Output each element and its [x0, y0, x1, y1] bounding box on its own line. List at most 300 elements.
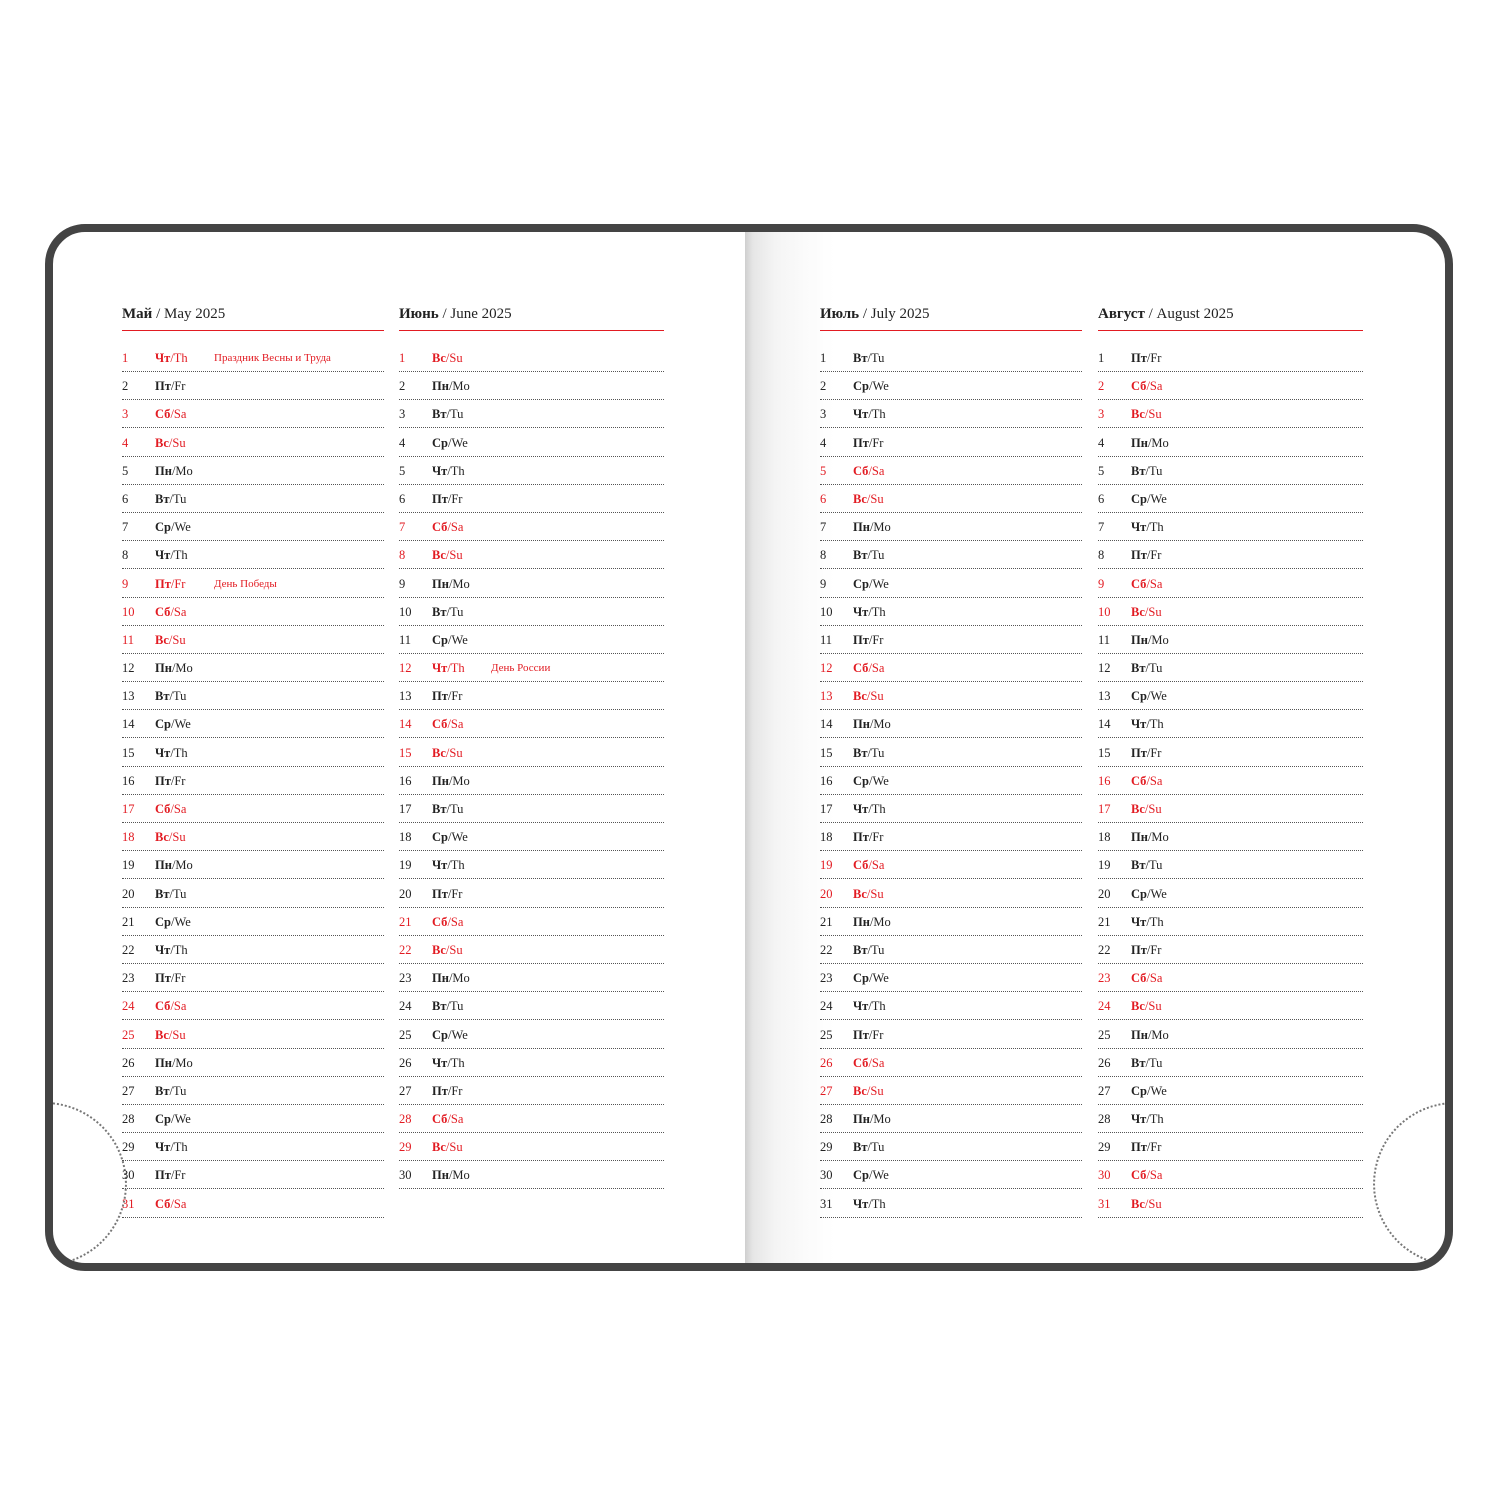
weekday-ru: Вт — [155, 689, 170, 704]
weekday-ru: Сб — [155, 1196, 171, 1211]
day-row — [122, 937, 384, 964]
weekday-en: /Th — [868, 604, 886, 619]
weekday-ru: Вс — [155, 830, 169, 845]
weekday-en: /We — [447, 830, 468, 845]
day-number: 9 — [820, 576, 827, 591]
weekday-ru: Пт — [155, 1168, 171, 1183]
weekday-ru: Вт — [155, 491, 170, 506]
day-row — [122, 852, 384, 879]
weekday — [432, 796, 463, 822]
day-row — [1098, 1050, 1363, 1077]
weekday-ru: Чт — [155, 745, 171, 760]
day-number: 20 — [820, 886, 833, 901]
weekday-ru: Пт — [853, 632, 869, 647]
day-row — [820, 627, 1082, 654]
weekday-ru: Сб — [1131, 1168, 1147, 1183]
weekday — [432, 881, 462, 907]
day-number: 18 — [820, 830, 833, 845]
day-row — [1098, 1078, 1363, 1105]
day-row — [1098, 993, 1363, 1020]
day-row — [122, 1106, 384, 1133]
weekday-ru: Пн — [853, 1112, 870, 1127]
day-row — [820, 599, 1082, 626]
weekday-ru: Пт — [432, 689, 448, 704]
day-row — [122, 514, 384, 541]
weekday-ru: Сб — [432, 717, 448, 732]
day-number: 1 — [1098, 351, 1105, 365]
weekday — [853, 1134, 884, 1160]
day-row — [1098, 627, 1363, 654]
weekday-ru: Чт — [1131, 520, 1147, 535]
day-row — [1098, 486, 1363, 513]
weekday-en: /Mo — [171, 661, 193, 676]
day-number: 14 — [122, 717, 135, 732]
day-number: 2 — [122, 379, 129, 394]
weekday-ru: Чт — [432, 661, 448, 676]
month-name-ru: Май — [122, 306, 153, 322]
day-number: 31 — [122, 1196, 135, 1211]
day-number: 1 — [399, 351, 406, 365]
weekday-ru: Ср — [432, 830, 448, 845]
weekday-ru: Вс — [155, 1027, 169, 1042]
day-number: 27 — [122, 1083, 135, 1098]
day-number: 15 — [399, 745, 412, 760]
weekday-en: /Sa — [1146, 1168, 1163, 1183]
day-row — [1098, 740, 1363, 767]
day-number: 10 — [1098, 604, 1111, 619]
day-number: 7 — [399, 520, 406, 535]
weekday — [1131, 373, 1162, 399]
weekday — [853, 909, 891, 935]
weekday-en: /We — [447, 632, 468, 647]
day-row — [1098, 824, 1363, 851]
weekday-ru: Вс — [432, 548, 446, 563]
weekday-en: /Th — [1146, 1112, 1164, 1127]
weekday-ru: Ср — [432, 1027, 448, 1042]
day-number: 23 — [1098, 971, 1111, 986]
day-number: 28 — [122, 1112, 135, 1127]
weekday — [853, 740, 884, 766]
day-number: 16 — [399, 773, 412, 788]
day-number: 5 — [122, 463, 129, 478]
weekday-en: /Fr — [868, 435, 884, 450]
weekday — [853, 768, 889, 794]
weekday — [853, 627, 883, 653]
day-number: 7 — [1098, 520, 1105, 535]
weekday-en: /Tu — [867, 1140, 885, 1155]
weekday — [432, 740, 463, 766]
weekday-en: /Th — [447, 858, 465, 873]
weekday — [432, 993, 463, 1019]
weekday — [1131, 486, 1167, 512]
weekday-en: /We — [1146, 1083, 1167, 1098]
day-row — [122, 1162, 384, 1189]
weekday-ru: Ср — [853, 576, 869, 591]
weekday-en: /Th — [868, 802, 886, 816]
weekday-ru: Пт — [432, 886, 448, 901]
weekday-ru: Пн — [432, 1168, 449, 1183]
weekday-ru: Сб — [1131, 576, 1147, 591]
weekday — [432, 373, 470, 399]
weekday-ru: Вт — [1131, 1055, 1146, 1070]
day-number: 24 — [399, 999, 412, 1014]
day-number: 5 — [820, 463, 827, 478]
weekday-ru: Чт — [432, 1055, 448, 1070]
day-row — [399, 909, 664, 936]
day-number: 28 — [1098, 1112, 1111, 1127]
weekday-ru: Вс — [155, 632, 169, 647]
weekday-en: /Su — [168, 830, 186, 845]
day-row — [1098, 599, 1363, 626]
weekday-ru: Пн — [1131, 1027, 1148, 1042]
weekday-ru: Вт — [853, 1140, 868, 1155]
weekday-en: /Su — [1144, 604, 1162, 619]
weekday-ru: Чт — [1131, 1112, 1147, 1127]
day-number: 28 — [820, 1112, 833, 1127]
day-row — [399, 711, 664, 738]
day-number: 19 — [399, 858, 412, 873]
weekday — [432, 401, 463, 427]
day-number: 20 — [122, 886, 135, 901]
day-number: 13 — [820, 689, 833, 704]
weekday — [155, 345, 188, 371]
weekday — [1131, 401, 1162, 427]
day-row — [1098, 1162, 1363, 1189]
day-row — [399, 655, 664, 682]
weekday — [155, 881, 186, 907]
day-number: 4 — [1098, 435, 1105, 450]
weekday-en: /Mo — [448, 971, 470, 986]
day-number: 22 — [399, 942, 412, 957]
weekday — [1131, 1106, 1164, 1132]
weekday-ru: Сб — [1131, 379, 1147, 394]
weekday-ru: Сб — [853, 661, 869, 676]
weekday-en: /Su — [445, 548, 463, 563]
weekday-en: /Sa — [1146, 379, 1163, 394]
day-number: 10 — [820, 604, 833, 619]
weekday-en: /Sa — [1146, 773, 1163, 788]
weekday-en: /Fr — [868, 1027, 884, 1042]
weekday — [155, 1162, 185, 1188]
weekday-en: /Tu — [1145, 661, 1163, 676]
day-number: 22 — [1098, 942, 1111, 957]
weekday-ru: Сб — [155, 999, 171, 1014]
day-row — [122, 1134, 384, 1161]
day-number: 27 — [820, 1083, 833, 1098]
day-row — [820, 1106, 1082, 1133]
weekday — [853, 1078, 884, 1104]
day-row — [122, 599, 384, 626]
day-number: 21 — [820, 914, 833, 929]
day-number: 25 — [399, 1027, 412, 1042]
weekday — [432, 768, 470, 794]
weekday — [1131, 1050, 1162, 1076]
day-row — [399, 965, 664, 992]
day-number: 23 — [122, 971, 135, 986]
weekday-en: /Tu — [1145, 1055, 1163, 1070]
day-number: 25 — [122, 1027, 135, 1042]
weekday-en: /Tu — [169, 689, 187, 704]
weekday-en: /Th — [1146, 520, 1164, 535]
day-row — [122, 1022, 384, 1049]
day-row — [122, 740, 384, 767]
day-number: 5 — [1098, 463, 1105, 478]
day-number: 24 — [1098, 999, 1111, 1014]
day-number: 13 — [1098, 689, 1111, 704]
day-number: 15 — [820, 745, 833, 760]
weekday-ru: Вс — [853, 689, 867, 704]
weekday-ru: Пт — [853, 830, 869, 845]
weekday — [1131, 345, 1161, 371]
weekday-en: /Fr — [170, 971, 186, 986]
month-name-en: / June 2025 — [442, 306, 512, 322]
day-number: 29 — [820, 1140, 833, 1155]
month-header — [122, 306, 384, 331]
weekday — [432, 824, 468, 850]
weekday-en: /Tu — [169, 491, 187, 506]
day-number: 9 — [122, 576, 129, 591]
weekday — [1131, 965, 1162, 991]
weekday — [432, 1134, 463, 1160]
weekday — [155, 458, 193, 484]
day-number: 30 — [122, 1168, 135, 1183]
day-number: 2 — [1098, 379, 1105, 394]
weekday-ru: Вт — [432, 407, 447, 422]
day-row — [399, 824, 664, 851]
day-number: 6 — [1098, 491, 1105, 506]
weekday — [432, 909, 463, 935]
weekday-en: /Th — [1146, 717, 1164, 732]
weekday-ru: Чт — [1131, 914, 1147, 929]
weekday-ru: Пн — [432, 773, 449, 788]
weekday-ru: Вт — [853, 942, 868, 957]
weekday-ru: Пн — [853, 520, 870, 535]
day-row — [1098, 1191, 1363, 1218]
weekday-en: /Fr — [447, 886, 463, 901]
weekday-ru: Ср — [155, 1112, 171, 1127]
weekday-en: /We — [868, 773, 889, 788]
weekday-en: /Tu — [169, 886, 187, 901]
day-row — [820, 937, 1082, 964]
day-row — [122, 824, 384, 851]
weekday-en: /Fr — [1146, 548, 1162, 563]
month-header — [820, 306, 1082, 331]
weekday — [1131, 1134, 1161, 1160]
weekday-en: /Su — [1144, 999, 1162, 1014]
day-row — [399, 740, 664, 767]
weekday-ru: Ср — [853, 1168, 869, 1183]
day-row — [399, 627, 664, 654]
weekday — [853, 852, 884, 878]
weekday-ru: Чт — [432, 463, 448, 478]
day-number: 28 — [399, 1112, 412, 1127]
weekday — [155, 965, 185, 991]
day-row — [122, 711, 384, 738]
month-header — [399, 306, 664, 331]
weekday-ru: Вт — [432, 999, 447, 1014]
day-number: 17 — [122, 802, 135, 816]
day-number: 8 — [122, 548, 129, 563]
weekday-en: /We — [1146, 886, 1167, 901]
weekday — [1131, 683, 1167, 709]
day-number: 18 — [1098, 830, 1111, 845]
day-number: 20 — [1098, 886, 1111, 901]
weekday — [432, 937, 463, 963]
day-number: 26 — [1098, 1055, 1111, 1070]
weekday — [155, 937, 188, 963]
month-name-en: / July 2025 — [862, 306, 930, 322]
day-row — [399, 881, 664, 908]
weekday-ru: Ср — [853, 971, 869, 986]
day-row — [122, 796, 384, 823]
day-number: 11 — [122, 632, 135, 647]
day-row — [820, 458, 1082, 485]
day-row — [1098, 458, 1363, 485]
day-row — [1098, 1134, 1363, 1161]
day-row — [820, 993, 1082, 1020]
weekday-ru: Ср — [432, 632, 448, 647]
weekday-ru: Вс — [432, 351, 446, 365]
day-number: 14 — [1098, 717, 1111, 732]
weekday — [853, 1191, 886, 1217]
weekday — [432, 852, 465, 878]
day-number: 30 — [399, 1168, 412, 1183]
weekday — [155, 599, 186, 625]
day-row — [399, 458, 664, 485]
weekday-en: /We — [868, 971, 889, 986]
day-row — [122, 627, 384, 654]
day-number: 6 — [399, 491, 406, 506]
weekday — [1131, 1078, 1167, 1104]
day-number: 17 — [399, 802, 412, 816]
weekday-en: /Th — [170, 942, 188, 957]
weekday-en: /We — [868, 576, 889, 591]
weekday-en: /Th — [868, 1196, 886, 1211]
day-row — [820, 486, 1082, 513]
weekday-en: /We — [170, 1112, 191, 1127]
day-row — [122, 768, 384, 795]
day-row — [1098, 852, 1363, 879]
weekday-en: /Tu — [446, 999, 464, 1014]
weekday-en: /Su — [1144, 802, 1162, 816]
weekday-en: /Sa — [447, 717, 464, 732]
weekday — [853, 1106, 891, 1132]
weekday-ru: Вт — [853, 548, 868, 563]
day-number: 31 — [820, 1196, 833, 1211]
day-row — [820, 1022, 1082, 1049]
day-number: 6 — [820, 491, 827, 506]
weekday-ru: Сб — [155, 802, 171, 816]
weekday-en: /Mo — [1147, 1027, 1169, 1042]
weekday-ru: Пн — [155, 463, 172, 478]
day-row — [122, 993, 384, 1020]
weekday-ru: Вт — [1131, 661, 1146, 676]
weekday — [853, 430, 883, 456]
weekday-en: /Tu — [867, 942, 885, 957]
weekday-en: /We — [170, 717, 191, 732]
weekday-en: /Mo — [448, 1168, 470, 1183]
weekday — [432, 458, 465, 484]
day-row — [399, 1022, 664, 1049]
holiday-note: День России — [491, 662, 551, 675]
weekday-ru: Пн — [1131, 830, 1148, 845]
day-row — [122, 486, 384, 513]
day-number: 30 — [820, 1168, 833, 1183]
weekday-en: /We — [868, 1168, 889, 1183]
day-row — [399, 486, 664, 513]
weekday-en: /Su — [168, 435, 186, 450]
day-number: 5 — [399, 463, 406, 478]
day-number: 12 — [1098, 661, 1111, 676]
weekday — [853, 965, 889, 991]
day-row — [122, 401, 384, 428]
day-row — [399, 345, 664, 372]
weekday-ru: Чт — [853, 604, 869, 619]
day-number: 3 — [820, 407, 827, 422]
day-row — [1098, 1106, 1363, 1133]
day-number: 31 — [1098, 1196, 1111, 1211]
day-row — [820, 571, 1082, 598]
day-row — [820, 711, 1082, 738]
day-number: 25 — [820, 1027, 833, 1042]
weekday — [1131, 937, 1161, 963]
day-row — [1098, 571, 1363, 598]
weekday-ru: Пт — [853, 435, 869, 450]
day-number: 30 — [1098, 1168, 1111, 1183]
day-row — [399, 683, 664, 710]
day-row — [820, 1078, 1082, 1105]
weekday-ru: Пн — [853, 717, 870, 732]
day-number: 10 — [399, 604, 412, 619]
weekday-ru: Ср — [155, 717, 171, 732]
weekday-en: /Su — [866, 689, 884, 704]
day-row — [820, 1162, 1082, 1189]
day-row — [122, 571, 384, 598]
weekday-ru: Ср — [1131, 1083, 1147, 1098]
weekday-en: /Sa — [170, 999, 187, 1014]
weekday-ru: Ср — [155, 914, 171, 929]
weekday-ru: Чт — [155, 351, 171, 365]
weekday — [1131, 711, 1164, 737]
weekday-en: /Su — [168, 1027, 186, 1042]
weekday — [155, 542, 188, 568]
month-august — [1098, 306, 1363, 1219]
day-row — [399, 599, 664, 626]
month-name-ru: Июнь — [399, 306, 439, 322]
weekday-ru: Пт — [1131, 548, 1147, 563]
day-row — [399, 937, 664, 964]
weekday-en: /Mo — [448, 773, 470, 788]
weekday-ru: Ср — [1131, 491, 1147, 506]
weekday — [155, 683, 186, 709]
weekday — [1131, 458, 1162, 484]
weekday-ru: Пт — [1131, 1140, 1147, 1155]
day-number: 12 — [820, 661, 833, 676]
day-number: 27 — [1098, 1083, 1111, 1098]
weekday — [1131, 542, 1161, 568]
corner-decoration-left — [45, 1102, 127, 1266]
day-row — [1098, 655, 1363, 682]
day-row — [399, 993, 664, 1020]
weekday-ru: Вт — [853, 745, 868, 760]
weekday-en: /Sa — [447, 1112, 464, 1127]
day-row — [820, 1191, 1082, 1218]
day-number: 2 — [820, 379, 827, 394]
weekday-ru: Пн — [853, 914, 870, 929]
weekday-en: /Fr — [170, 576, 186, 591]
weekday-en: /Fr — [447, 1083, 463, 1098]
weekday-en: /Th — [447, 661, 465, 676]
